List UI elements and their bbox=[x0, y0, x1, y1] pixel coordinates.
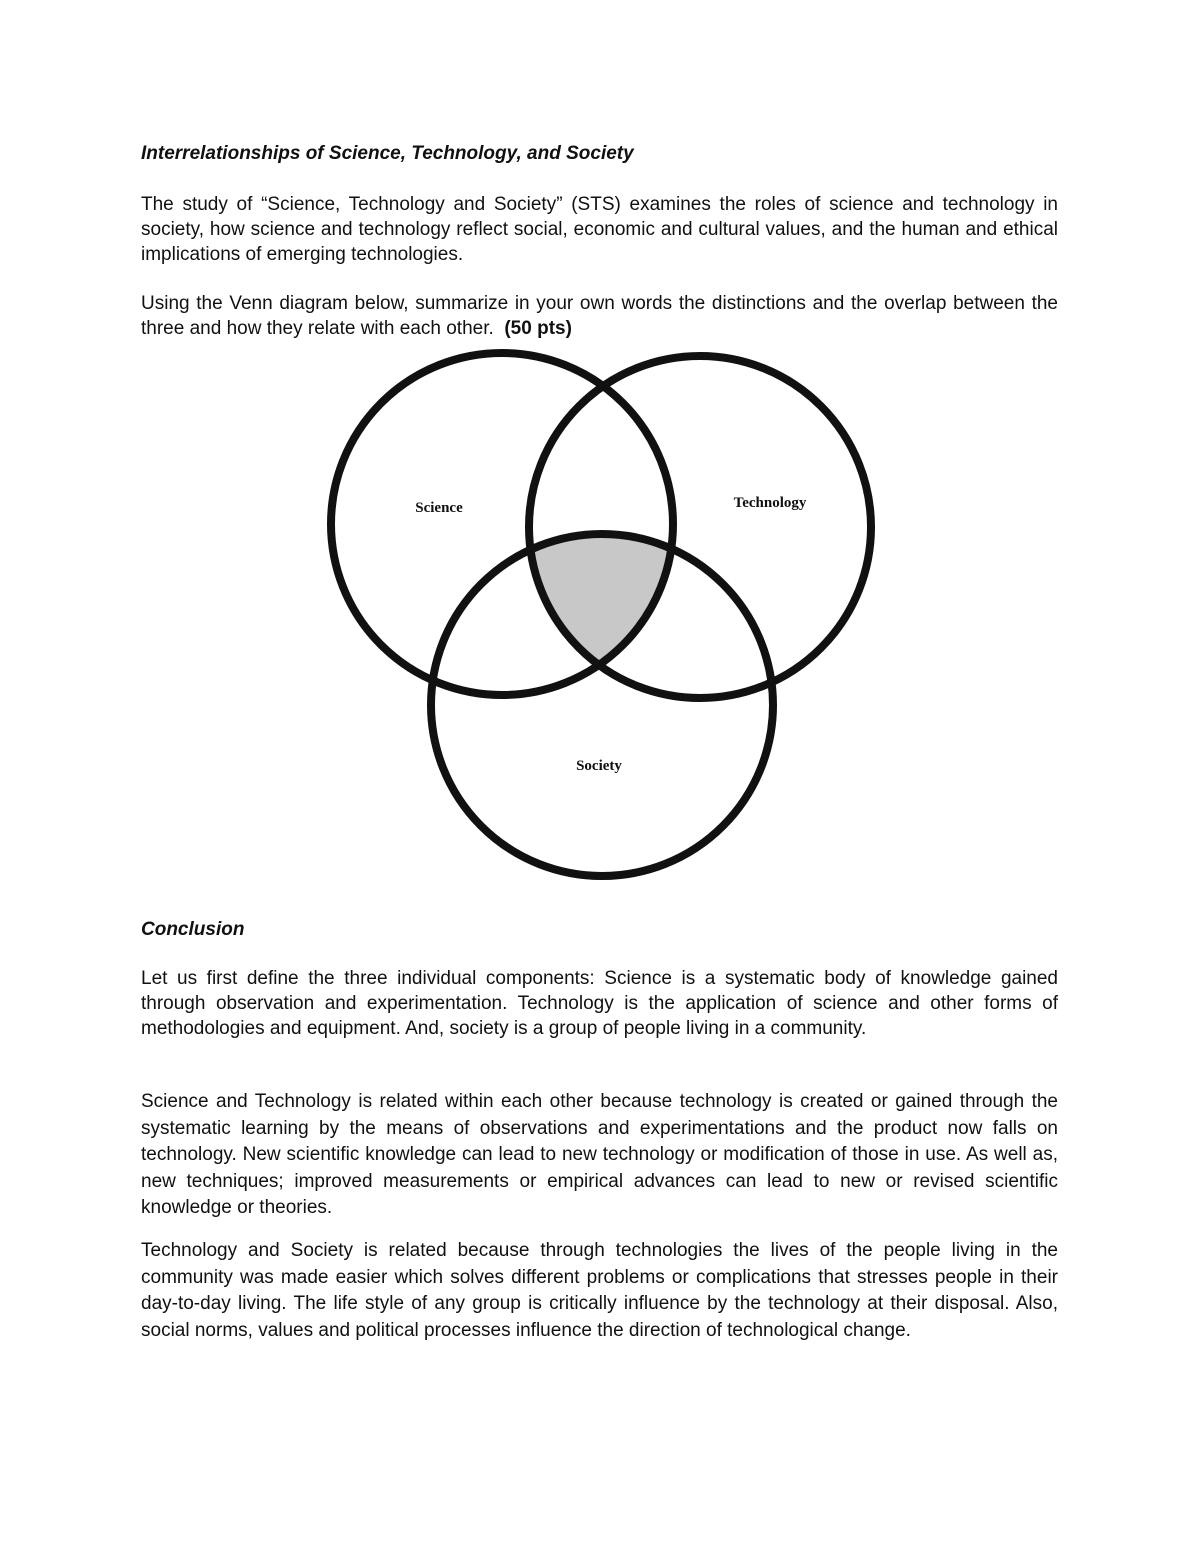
technology-label: Technology bbox=[733, 495, 807, 511]
intro-paragraph: The study of “Science, Technology and Society” (STS) examines the roles of science and technology in society, how science and technology reflect social, economic and cultural values, and the human and ethical implications of emerging technologies. bbox=[141, 194, 1058, 265]
conclusion-paragraph-2: Science and Technology is related within each other because technology is created or gained through the systematic learning by the means of observations and experimentations and the product now falls on technology. New scientific knowledge can lead to new technology or modification of those in use. As well as, new techniques; improved measurements or empirical advances can lead to new or revised scientific knowledge or theories. bbox=[141, 1091, 1058, 1218]
page-title: Interrelationships of Science, Technology, and Society bbox=[141, 143, 634, 164]
conclusion-paragraph-1: Let us first define the three individual components: Science is a systematic body of knowledge gained through observation and experimentation. Technology is the application of science and other forms of methodologies and equipment. And, society is a group of people living in a community. bbox=[141, 968, 1058, 1039]
science-label: Science bbox=[415, 500, 463, 516]
instruction-text: Using the Venn diagram below, summarize in your own words the distinctions and the overlap between the three and how they relate with each other. bbox=[141, 293, 1058, 339]
points-label: (50 pts) bbox=[504, 318, 572, 339]
conclusion-heading: Conclusion bbox=[141, 919, 245, 940]
conclusion-paragraph-3: Technology and Society is related because through technologies the lives of the people living in the community was made easier which solves different problems or complications that stresses people in their day-to-day living. The life style of any group is critically influence by the technology at their disposal. Also, social norms, values and political processes influence the direction of technological change. bbox=[141, 1240, 1058, 1341]
society-label: Society bbox=[576, 758, 622, 774]
science-circle bbox=[331, 353, 673, 695]
technology-circle bbox=[529, 356, 871, 698]
